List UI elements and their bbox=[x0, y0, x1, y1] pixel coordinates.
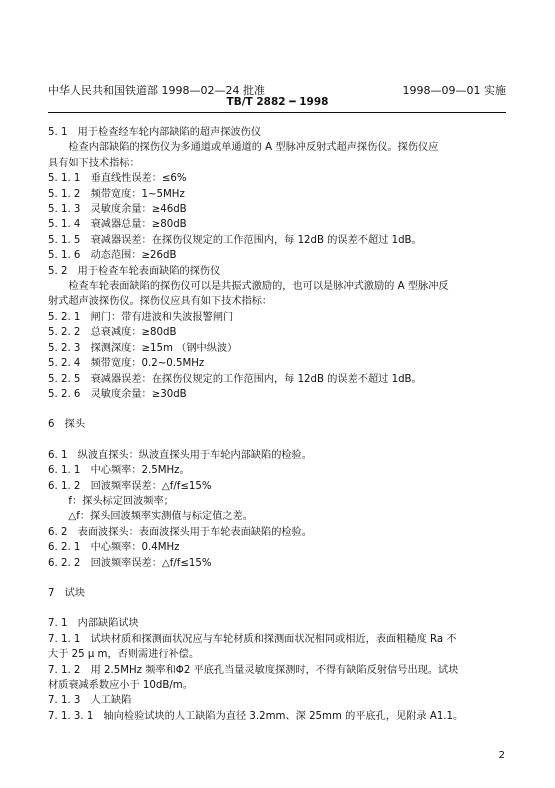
spec-item: 6. 2. 1 中心频率：0.4MHz bbox=[48, 542, 180, 554]
paragraph-line: 具有如下技术指标： bbox=[48, 157, 140, 169]
paragraph-line: 材质衰减系数应小于 10dB/m。 bbox=[48, 680, 193, 691]
section-5-1-title: 5. 1 用于检查经车轮内部缺陷的超声探波伤仪 bbox=[48, 127, 262, 138]
standard-code: TB/T 2882 ━ 1998 bbox=[226, 96, 329, 108]
spec-item: 5. 1. 2 频带宽度：1~5MHz bbox=[48, 188, 185, 200]
section-5-2-title: 5. 2 用于检查车轮表面缺陷的探伤仪 bbox=[48, 265, 221, 277]
section-6-2-title: 6. 2 表面波探头：表面波探头用于车轮表面缺陷的检验。 bbox=[48, 526, 312, 538]
spec-item: 6. 1. 2 回波频率误差：△f/f≤15% bbox=[48, 480, 212, 492]
paragraph-line: 7. 1. 1 试块材质和探测面状况应与车轮材质和探测面状况相同或相近，表面粗糙度 Ra 不 bbox=[48, 633, 457, 645]
section-7-heading: 7 试块 bbox=[48, 587, 86, 599]
spec-item: 5. 1. 3 灵敏度余量：≥46dB bbox=[48, 204, 187, 216]
page-number: 2 bbox=[498, 750, 505, 761]
formula-note: f：探头标定回波频率； bbox=[48, 495, 174, 507]
section-6-heading: 6 探头 bbox=[48, 419, 86, 431]
spec-item: 5. 2. 4 频带宽度：0.2~0.5MHz bbox=[48, 358, 205, 370]
spec-item: 5. 1. 5 衰减器误差：在探伤仪规定的工作范围内，每 12dB 的误差不超过 1dB。 bbox=[48, 234, 422, 246]
section-6-1-title: 6. 1 纵波直探头：纵波直探头用于车轮内部缺陷的检验。 bbox=[48, 449, 312, 461]
paragraph-line: 检查内部缺陷的探伤仪为多通道或单通道的 A 型脉冲反射式超声探伤仪。探伤仪应 bbox=[48, 142, 439, 154]
spec-item: 5. 1. 6 动态范围：≥26dB bbox=[48, 250, 177, 262]
spec-item: 5. 2. 1 闸门：带有进波和失波报警闸门 bbox=[48, 311, 234, 323]
paragraph-line: 大于 25 μ m，否则需进行补偿。 bbox=[48, 649, 200, 661]
header-divider bbox=[48, 112, 506, 113]
spec-item: 6. 2. 2 回波频率误差：△f/f≤15% bbox=[48, 557, 212, 569]
paragraph-line: 7. 1. 3. 1 轴向检验试块的人工缺陷为直径 3.2mm、深 25mm 的平底孔，见附录 A1.1。 bbox=[48, 710, 464, 722]
spec-item: 5. 1. 4 衰减器总量：≥80dB bbox=[48, 219, 187, 231]
section-7-1-3-title: 7. 1. 3 人工缺陷 bbox=[48, 695, 132, 707]
approval-info: 中华人民共和国铁道部 1998—02—24 批准 bbox=[48, 84, 265, 97]
spec-item: 5. 1. 1 垂直线性误差：≤6% bbox=[48, 173, 187, 185]
spec-item: 5. 2. 2 总衰减度：≥80dB bbox=[48, 327, 177, 339]
spec-item: 5. 2. 5 衰减器误差：在探伤仪规定的工作范围内，每 12dB 的误差不超过 1dB。 bbox=[48, 373, 422, 385]
spec-item: 5. 2. 3 探测深度：≥15m （钢中纵波） bbox=[48, 342, 238, 354]
spec-item: 5. 2. 6 灵敏度余量：≥30dB bbox=[48, 388, 187, 400]
formula-note: △f：探头回波频率实测值与标定值之差。 bbox=[48, 511, 253, 523]
paragraph-line: 7. 1. 2 用 2.5MHz 频率和Φ2 平底孔当量灵敏度探测时，不得有缺陷反射信号出现。试块 bbox=[48, 664, 459, 676]
implementation-date: 1998—09—01 实施 bbox=[402, 84, 506, 97]
paragraph-line: 检查车轮表面缺陷的探伤仪可以是共振式激励的，也可以是脉冲式激励的 A 型脉冲反 bbox=[48, 281, 449, 293]
section-7-1-title: 7. 1 内部缺陷试块 bbox=[48, 618, 139, 630]
document-body bbox=[48, 125, 506, 724]
paragraph-line: 射式超声波探伤仪。探伤仪应具有如下技术指标： bbox=[48, 296, 273, 308]
spec-item: 6. 1. 1 中心频率：2.5MHz。 bbox=[48, 465, 190, 477]
